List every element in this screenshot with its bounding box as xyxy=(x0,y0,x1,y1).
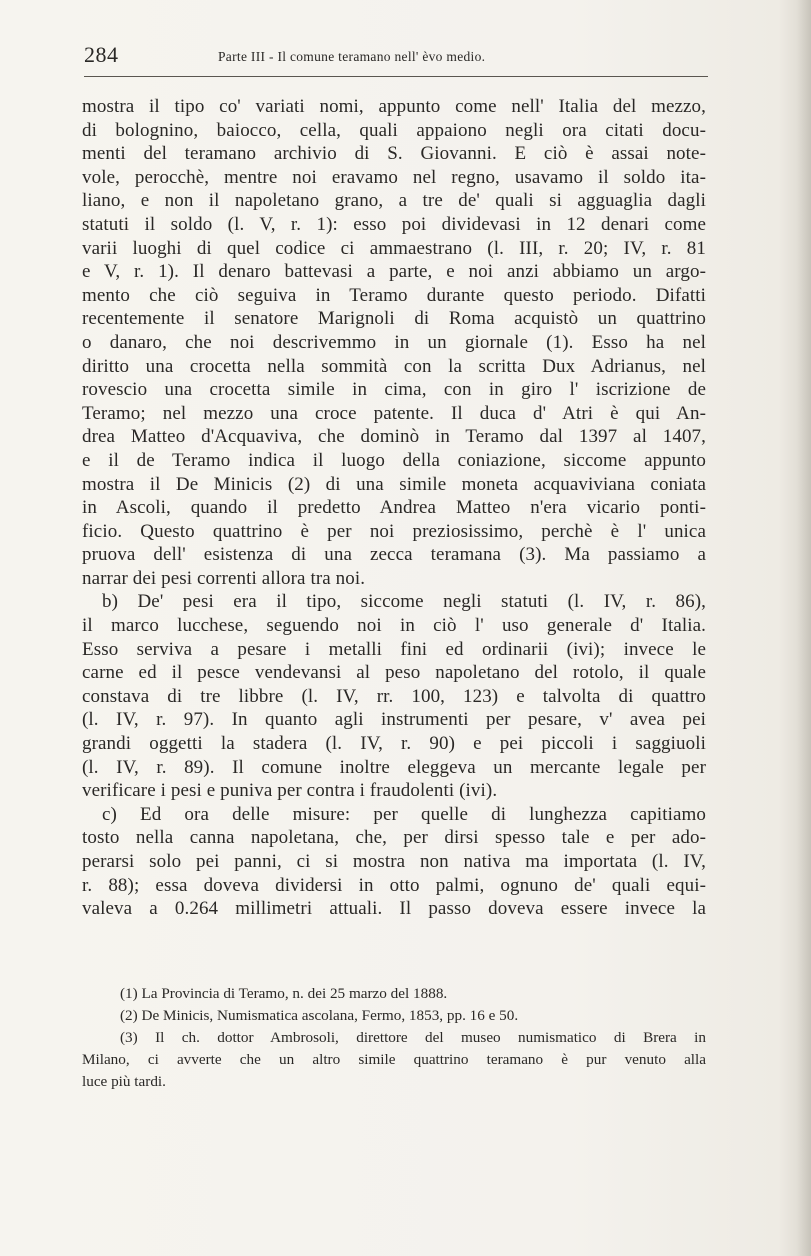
text-line: menti del teramano archivio di S. Giovanni. E ciò è assai note- xyxy=(82,143,706,165)
text-line: in Ascoli, quando il predetto Andrea Matteo n'era vicario ponti- xyxy=(82,497,706,519)
text-line: verificare i pesi e puniva per contra i fraudolenti (ivi). xyxy=(82,780,498,802)
text-line: constava di tre libbre (l. IV, rr. 100, 123) e talvolta di quattro xyxy=(82,685,706,707)
text-line: e V, r. 1). Il denaro battevasi a parte, e noi anzi abbiamo un argo- xyxy=(82,261,706,283)
footnote: luce più tardi. xyxy=(82,1073,166,1090)
text-line: c) Ed ora delle misure: per quelle di lunghezza capitiamo xyxy=(102,803,706,825)
text-line: e il de Teramo indica il luogo della coniazione, siccome appunto xyxy=(82,449,706,471)
page-header xyxy=(84,40,708,76)
text-line: pruova dell' esistenza di una zecca teramana (3). Ma passiamo a xyxy=(82,544,706,566)
running-title: Parte III - Il comune teramano nell' èvo medio. xyxy=(218,49,486,64)
footnote: (1) La Provincia di Teramo, n. dei 25 marzo del 1888. xyxy=(120,985,448,1002)
text-line: valeva a 0.264 millimetri attuali. Il passo doveva essere invece la xyxy=(82,898,706,920)
body-text xyxy=(82,95,706,921)
text-line: di bolognino, baiocco, cella, quali appaiono negli ora citati docu- xyxy=(82,119,706,141)
text-line: rovescio una crocetta simile in cima, con in giro l' iscrizione de xyxy=(82,379,706,401)
text-line: varii luoghi di quel codice ci ammaestrano (l. III, r. 20; IV, r. 81 xyxy=(82,237,706,259)
text-line: o danaro, che noi descrivemmo in un giornale (1). Esso ha nel xyxy=(82,331,706,353)
text-line: diritto una crocetta nella sommità con la scritta Dux Adrianus, nel xyxy=(82,355,706,377)
text-line: ficio. Questo quattrino è per noi preziosissimo, perchè è l' unica xyxy=(82,520,706,542)
text-line: liano, e non il napoletano grano, a tre de' quali si agguaglia dagli xyxy=(82,190,706,212)
text-line: mento che ciò seguiva in Teramo durante questo periodo. Difatti xyxy=(82,284,706,306)
text-line: vole, perocchè, mentre noi eravamo nel regno, usavamo il soldo ita- xyxy=(82,166,706,188)
text-line: b) De' pesi era il tipo, siccome negli statuti (l. IV, r. 86), xyxy=(102,591,706,613)
text-line: recentemente il senatore Marignoli di Roma acquistò un quattrino xyxy=(82,308,706,330)
page-number: 284 xyxy=(84,42,119,67)
text-line: mostra il tipo co' variati nomi, appunto come nell' Italia del mezzo, xyxy=(82,96,706,117)
text-line: narrar dei pesi correnti allora tra noi. xyxy=(82,567,366,589)
text-line: mostra il De Minicis (2) di una simile moneta acquaviviana coniata xyxy=(82,473,706,495)
header-rule xyxy=(84,76,708,77)
footnote: (2) De Minicis, Numismatica ascolana, Fermo, 1853, pp. 16 e 50. xyxy=(120,1007,519,1024)
text-line: carne ed il pesce vendevansi al peso napoletano del rotolo, il quale xyxy=(82,662,706,684)
text-line: Teramo; nel mezzo una croce patente. Il duca d' Atri è qui An- xyxy=(82,402,706,424)
page-edge-shadow xyxy=(797,0,811,1256)
footnotes xyxy=(82,983,706,1093)
text-line: Esso serviva a pesare i metalli fini ed ordinarii (ivi); invece le xyxy=(82,638,706,660)
text-line: (l. IV, r. 97). In quanto agli instrumenti per pesare, v' avea pei xyxy=(82,709,706,731)
text-line: (l. IV, r. 89). Il comune inoltre eleggeva un mercante legale per xyxy=(82,756,706,778)
text-line: drea Matteo d'Acquaviva, che dominò in Teramo dal 1397 al 1407, xyxy=(82,426,706,448)
footnote: (3) Il ch. dottor Ambrosoli, direttore del museo numismatico di Brera in xyxy=(120,1029,706,1046)
text-line: grandi oggetti la stadera (l. IV, r. 90) e pei piccoli i saggiuoli xyxy=(82,733,706,755)
text-line: statuti il soldo (l. V, r. 1): esso poi dividevasi in 12 denari come xyxy=(82,213,706,235)
text-line: tosto nella canna napoletana, che, per dirsi spesso tale e per ado- xyxy=(82,827,706,849)
text-line: perarsi solo pei panni, ci si mostra non nativa ma importata (l. IV, xyxy=(82,851,706,872)
text-line: il marco lucchese, seguendo noi in ciò l' uso generale d' Italia. xyxy=(82,615,706,637)
footnote: Milano, ci avverte che un altro simile quattrino teramano è pur venuto alla xyxy=(82,1051,706,1068)
text-line: r. 88); essa doveva dividersi in otto palmi, ognuno de' quali equi- xyxy=(82,874,706,896)
